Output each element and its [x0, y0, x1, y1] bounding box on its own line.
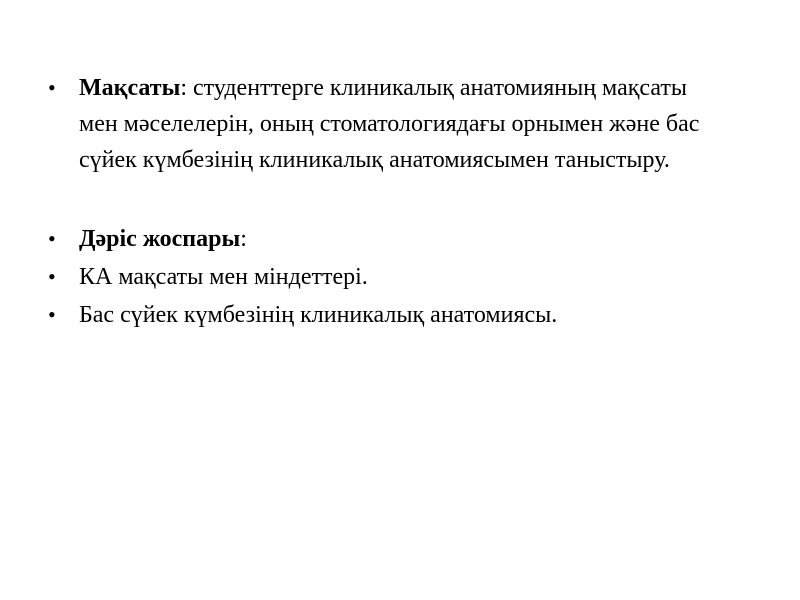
- bullet-icon: •: [48, 75, 56, 100]
- lecture-plan-text: [79, 221, 728, 257]
- bullet-item-plan-2: [48, 297, 728, 333]
- goal-label: Мақсаты: [79, 75, 181, 101]
- bullet-icon: •: [48, 226, 56, 251]
- lecture-plan-label: Дәріс жоспары: [79, 226, 241, 252]
- plan-item-1-text: КА мақсаты мен міндеттері.: [79, 264, 368, 290]
- bullet-item-lecture-plan: [48, 221, 728, 257]
- spacer: [48, 178, 728, 221]
- bullet-item-goal: [48, 70, 728, 178]
- plan-item-2-text: Бас сүйек күмбезінің клиникалық анатомиясы.: [79, 302, 558, 328]
- bullet-icon: •: [48, 264, 56, 289]
- bullet-icon: •: [48, 302, 56, 327]
- goal-text: [79, 70, 728, 178]
- lecture-plan-colon: :: [240, 226, 247, 252]
- bullet-item-plan-1: [48, 259, 728, 295]
- bullet-list: [48, 70, 728, 333]
- goal-description: : студенттерге клиникалық анатомияның мақсаты мен мәселелерін, оның стоматологиядағы орнымен және бас сүйек күмбезінің клиникалық анатомиясымен таныстыру.: [79, 75, 700, 173]
